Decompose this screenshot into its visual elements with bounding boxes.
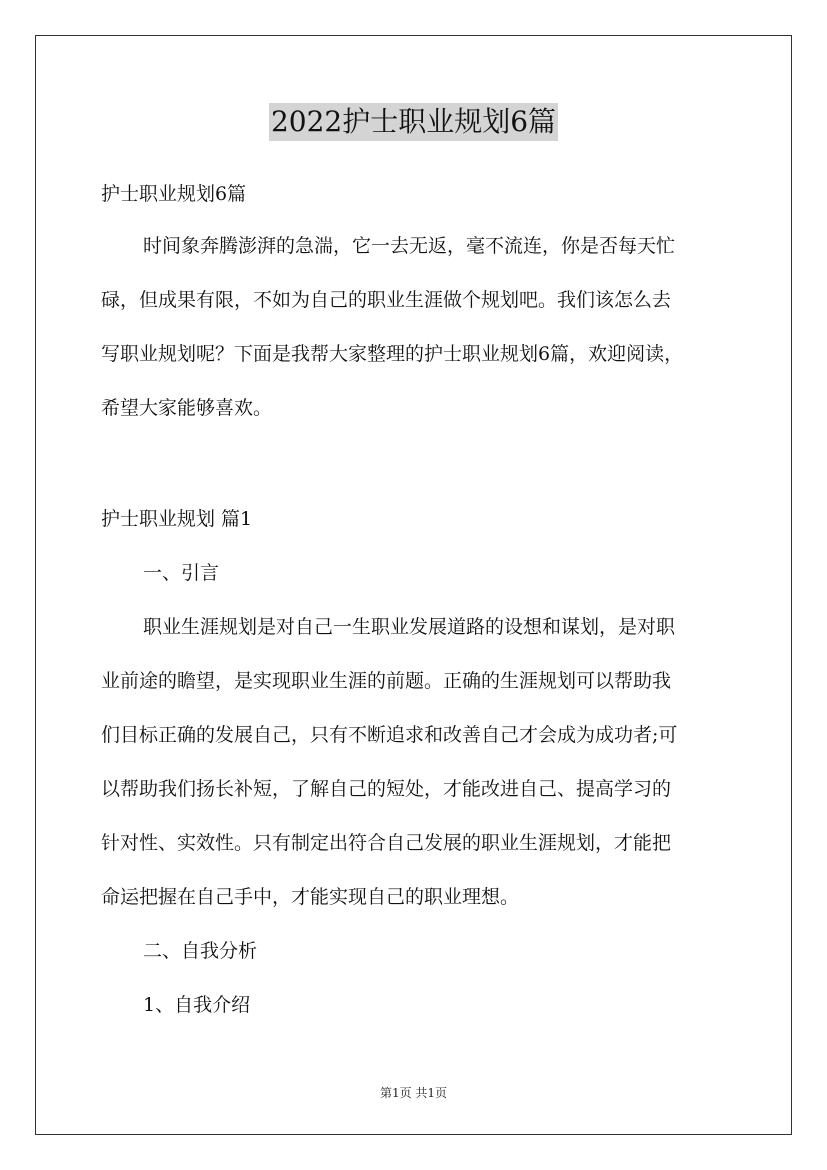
document-title-text: 2022护士职业规划6篇 (269, 103, 558, 141)
sub-heading-self-introduction: 1、自我介绍 (143, 994, 251, 1016)
document-title (0, 103, 827, 141)
body-line: 针对性、实效性。只有制定出符合自己发展的职业生涯规划，才能把 (101, 832, 672, 854)
body-line: 以帮助我们扬长补短，了解自己的短处，才能改进自己、提高学习的 (101, 778, 672, 800)
page-footer: 第1页 共1页 (379, 1086, 448, 1100)
body-line: 职业生涯规划是对自己一生职业发展道路的设想和谋划，是对职 (143, 616, 676, 638)
intro-line: 希望大家能够喜欢。 (101, 397, 273, 419)
intro-line: 写职业规划呢？下面是我帮大家整理的护士职业规划6篇，欢迎阅读， (101, 343, 684, 365)
section-heading: 护士职业规划 篇1 (101, 508, 253, 530)
intro-line: 时间象奔腾澎湃的急湍，它一去无返，毫不流连，你是否每天忙 (143, 235, 676, 257)
body-line: 们目标正确的发展自己，只有不断追求和改善自己才会成为成功者;可 (101, 724, 678, 746)
body-line: 命运把握在自己手中，才能实现自己的职业理想。 (101, 886, 520, 908)
sub-heading-introduction: 一、引言 (143, 562, 220, 584)
intro-line: 碌，但成果有限，不如为自己的职业生涯做个规划吧。我们该怎么去 (101, 289, 672, 311)
document-subtitle: 护士职业规划6篇 (101, 183, 247, 205)
sub-heading-self-analysis: 二、自我分析 (143, 940, 258, 962)
body-line: 业前途的瞻望，是实现职业生涯的前题。正确的生涯规划可以帮助我 (101, 670, 672, 692)
